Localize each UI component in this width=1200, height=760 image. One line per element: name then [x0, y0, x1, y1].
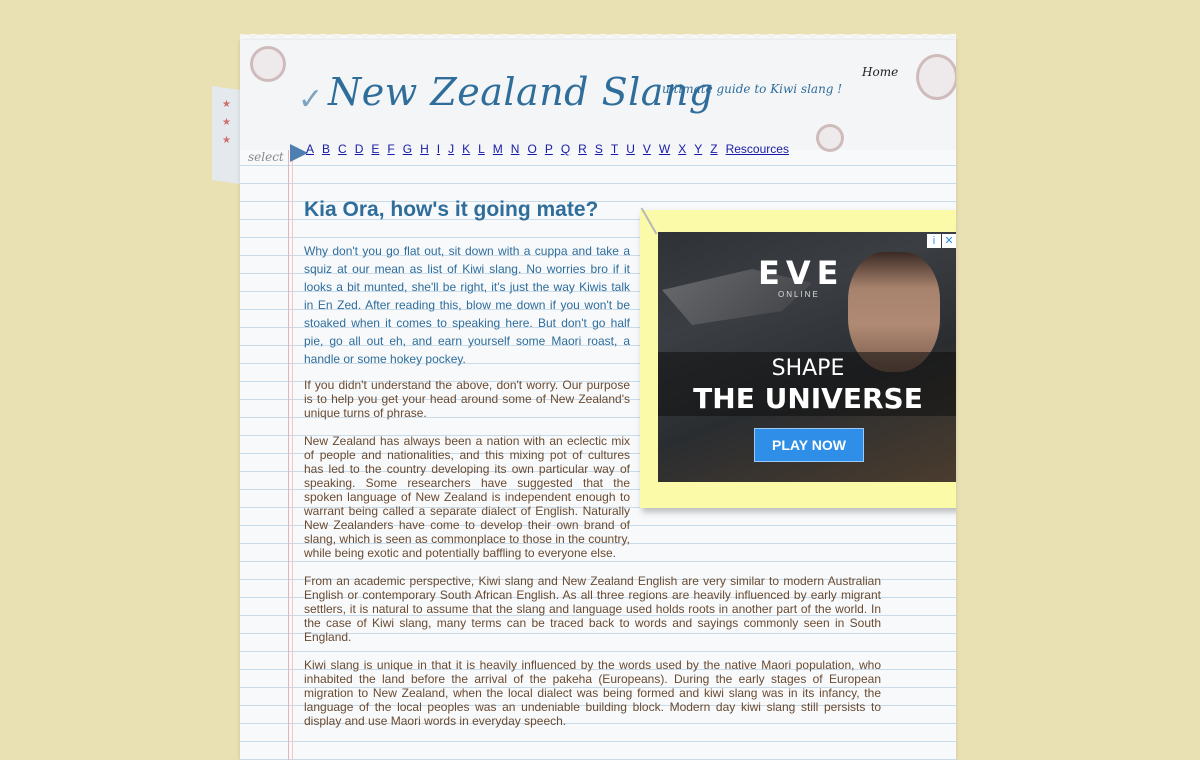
- body-paragraph: New Zealand has always been a nation with an eclectic mix of people and nationalities, and this mixing pot of cultures has led to the country developing its own particular way of speaking. Some researchers have suggested that the spoken language of New Zealand is independent enough to warrant being called a separate dialect of English. Naturally New Zealanders have come to develop their own brand of slang, which is seen as commonplace to those in the country, while being exotic and potentially baffling to everyone else.: [304, 434, 630, 560]
- body-paragraph: From an academic perspective, Kiwi slang and New Zealand English are very similar to modern Australian English or contemporary South African English. As all three regions are heavily influenced by early migrant settlers, it is natural to assume that the slang and language used holds roots in another part of the world. In the case of Kiwi slang, many terms can be traced back to words and sayings commonly seen in South England.: [304, 574, 881, 644]
- letter-link-x[interactable]: X: [678, 142, 687, 156]
- play-now-button[interactable]: PLAY NOW: [754, 428, 864, 462]
- letter-link-h[interactable]: H: [420, 142, 429, 156]
- letter-link-b[interactable]: B: [322, 142, 331, 156]
- letter-link-n[interactable]: N: [510, 142, 520, 156]
- letter-link-v[interactable]: V: [642, 142, 651, 156]
- letter-link-z[interactable]: Z: [710, 142, 718, 156]
- ad-logo-subtitle: ONLINE: [778, 290, 820, 299]
- ad-logo: EVE: [758, 254, 845, 292]
- sticky-note-ad-container: [640, 210, 956, 508]
- letter-link-u[interactable]: U: [626, 142, 635, 156]
- letter-link-r[interactable]: R: [578, 142, 587, 156]
- letter-link-j[interactable]: J: [448, 142, 455, 156]
- letter-link-g[interactable]: G: [402, 142, 413, 156]
- letter-link-q[interactable]: Q: [560, 142, 571, 156]
- page-heading: Kia Ora, how's it going mate?: [304, 198, 599, 221]
- ad-headline-line1: SHAPE: [771, 356, 845, 381]
- letter-link-p[interactable]: P: [544, 142, 553, 156]
- ad-controls: [927, 234, 956, 248]
- coffee-stain-icon: [816, 124, 844, 152]
- resources-link[interactable]: Rescources: [725, 142, 789, 156]
- letter-link-e[interactable]: E: [371, 142, 380, 156]
- body-paragraph: If you didn't understand the above, don't worry. Our purpose is to help you get your head around some of New Zealand's unique turns of phrase.: [304, 378, 630, 420]
- letter-link-f[interactable]: F: [387, 142, 395, 156]
- site-title[interactable]: New Zealand Slang: [328, 70, 714, 114]
- info-icon[interactable]: i: [927, 234, 941, 248]
- site-header: [240, 40, 956, 164]
- pin-icon: [641, 208, 658, 235]
- close-icon[interactable]: ✕: [942, 234, 956, 248]
- advertisement-banner[interactable]: [658, 232, 956, 482]
- body-paragraph: Kiwi slang is unique in that it is heavily influenced by the words used by the native Maori population, who inhabited the land before the arrival of the pakeha (Europeans). During the early stages of European migration to New Zealand, when the local dialect was being formed and kiwi slang was in its infancy, the language of the local peoples was an undeniable building block. Modern day kiwi slang still persists to display and use Maori words in everyday speech.: [304, 658, 881, 728]
- ad-headline-line2: THE UNIVERSE: [693, 382, 923, 415]
- notebook-page: [240, 40, 956, 760]
- intro-paragraph: Why don't you go flat out, sit down with a cuppa and take a squiz at our mean as list of Kiwi slang. No worries bro if it looks a bit munted, she'll be right, it's just the way Kiwis talk in En Zed. After reading this, blow me down if you won't be stoaked when it comes to speaking here. But don't go half pie, go all out eh, and earn yourself some Maori roast, a handle or some hokey pockey.: [304, 244, 630, 366]
- coffee-stain-icon: [250, 46, 286, 82]
- site-tagline: ultimate guide to Kiwi slang !: [662, 82, 843, 96]
- letter-link-s[interactable]: S: [594, 142, 603, 156]
- letter-link-d[interactable]: D: [354, 142, 364, 156]
- letter-link-c[interactable]: C: [338, 142, 347, 156]
- letter-link-m[interactable]: M: [492, 142, 503, 156]
- letter-link-a[interactable]: A: [306, 142, 315, 156]
- pin-icon: [955, 208, 956, 235]
- letter-link-k[interactable]: K: [462, 142, 471, 156]
- letter-link-i[interactable]: I: [436, 142, 441, 156]
- star-decoration-icon: ★ ★ ★: [222, 99, 231, 146]
- select-label: select: [248, 150, 284, 164]
- letter-link-w[interactable]: W: [658, 142, 671, 156]
- alphabet-nav: [306, 142, 797, 156]
- letter-link-l[interactable]: L: [478, 142, 485, 156]
- letter-link-o[interactable]: O: [527, 142, 537, 156]
- letter-link-y[interactable]: Y: [694, 142, 703, 156]
- coffee-stain-icon: [916, 54, 956, 100]
- home-link[interactable]: Home: [862, 65, 899, 79]
- letter-link-t[interactable]: T: [610, 142, 619, 156]
- checkmark-icon: ✓: [298, 83, 324, 116]
